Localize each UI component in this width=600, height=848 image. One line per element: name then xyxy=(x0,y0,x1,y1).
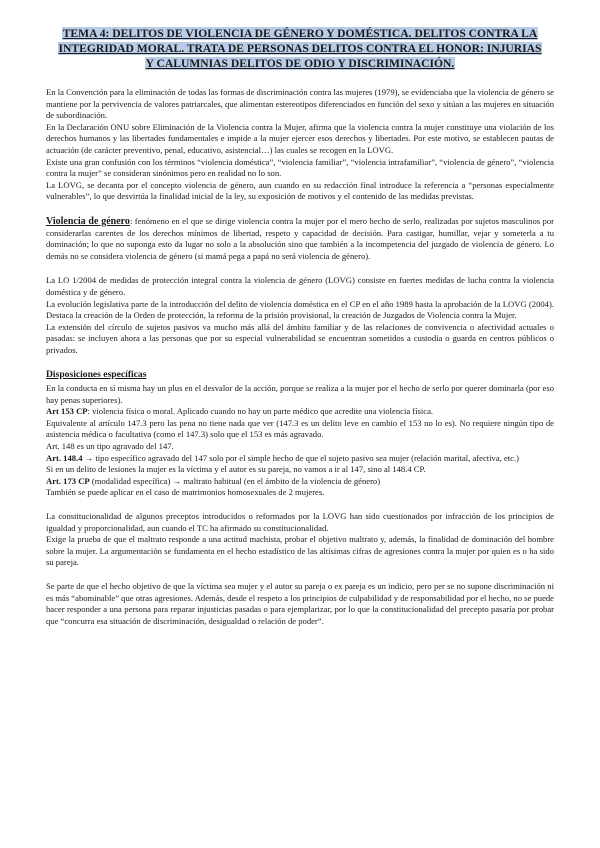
paragraph-prueba-maltrato: Exige la prueba de que el maltrato responde a una actitud machista, probar el objetivo maltrato y, además, la finalidad de dominación del hombre sobre la mujer. La argumentación se fundamenta en el hecho estadístico de las altísimas cifras de agresiones contra la mujer por quien es o ha sido su pareja. xyxy=(46,534,554,568)
text-art-173: (modalidad específica) → maltrato habitual (en el ámbito de la violencia de género) xyxy=(89,475,381,486)
paragraph-desvalor-accion: En la conducta en sí misma hay un plus en el desvalor de la acción, porque se realiza a la mujer por el hecho de serlo por querer dominarla (por eso hay penas superiores). xyxy=(46,383,554,405)
heading-disposiciones: Disposiciones específicas xyxy=(46,369,147,381)
constitucionalidad-section xyxy=(46,511,554,569)
label-art-148-4: Art. 148.4 xyxy=(46,452,83,463)
label-art-173: Art. 173 CP xyxy=(46,475,90,486)
paragraph-art-148: Art. 148 es un tipo agravado del 147. xyxy=(46,441,174,452)
label-art-153: Art 153 CP xyxy=(46,406,88,417)
paragraph-lesiones: Si en un delito de lesiones la mujer es la víctima y el autor es su pareja, no vamos a ir al 147, sino al 148.4 CP. xyxy=(46,464,426,475)
paragraph-art-148-4 xyxy=(46,453,554,465)
paragraph-convencion: En la Convención para la eliminación de todas las formas de discriminación contra las mujeres (1979), se evidenciaba que la violencia de género se mantiene por la pervivencia de valores patriarcales, que alimentan estereotipos diferenciados en función del sexo y sitúan a las mujeres en situación de subordinación. xyxy=(46,87,554,121)
lo-section xyxy=(46,275,554,356)
paragraph-art-153 xyxy=(46,406,554,418)
paragraph-evolucion-legislativa: La evolución legislativa parte de la introducción del delito de violencia doméstica en el CP en el año 1989 hasta la aprobación de la LOVG (2004). Destaca la creación de la Orden de protección, la reforma de la prisión provisional, la creación de Juzgados de Violencia contra la Mujer. xyxy=(46,298,554,321)
intro-section xyxy=(46,87,554,203)
disposiciones-section xyxy=(46,369,554,499)
text-art-153: : violencia física o moral. Aplicado cuando no hay un parte médico que acredite una violencia física. xyxy=(87,406,434,417)
paragraph-constitucionalidad: La constitucionalidad de algunos preceptos introducidos o reformados por la LOVG han sido cuestionados por infracción de los principios de igualdad y proporcionalidad, aun cuando el TC ha afirmado su constitucionalidad. xyxy=(46,511,554,533)
paragraph-declaracion-onu: En la Declaración ONU sobre Eliminación de la Violencia contra la Mujer, afirma que la violencia contra la mujer constituye una violación de los derechos humanos y las libertades fundamentales e impide a la mujer ejercer esos derechos y libertades. Por este motivo, se establecen pautas de actuación (de carácter preventivo, penal, educativo, asistencial…) las cuales se recogen en la LOVG. xyxy=(46,121,554,155)
paragraph-equivalente: Equivalente al artículo 147.3 pero las pena no tiene nada que ver (147.3 es un delito leve en cambio el 153 no lo es). No requiere ningún tipo de asistencia médica o facultativa (como el 147.3) solo que el 153 es más agravado. xyxy=(46,417,554,440)
text-art-148-4: → tipo específico agravado del 147 solo por el simple hecho de que el sujeto pasivo sea mujer (relación marital, afectiva, etc.) xyxy=(82,452,519,463)
paragraph-homosexuales: También se puede aplicar en el caso de matrimonios homosexuales de 2 mujeres. xyxy=(46,487,325,498)
paragraph-lo-2004: La LO 1/2004 de medidas de protección integral contra la violencia de género (LOVG) consiste en fuertes medidas de lucha contra la violencia doméstica y de género. xyxy=(46,275,554,297)
definition-text: : fenómeno en el que se dirige violencia contra la mujer por el mero hecho de serlo, realizadas por sujetos masculinos por considerarlas carentes de los derechos mínimos de libertad, respeto y capacidad de decisión. Para castigar, humillar, vejar y someterla a tu dominación; lo que no suponga esto da lugar no solo a la absolución sino que también a la incompetencia del juzgado de violencia de género. Lo demás no se considera violencia de género (si mamá pega a papá no será violencia de género). xyxy=(46,215,554,261)
paragraph-lovg-concepto: La LOVG, se decanta por el concepto violencia de género, aun cuando en su redacción final introduce la referencia a “personas especialmente vulnerables”, lo que desvirtúa la finalidad inicial de la ley, su exposición de motivos y el contenido de las medidas previstas. xyxy=(46,179,554,202)
definition-violencia-genero xyxy=(46,216,554,262)
paragraph-indicio: Se parte de que el hecho objetivo de que la víctima sea mujer y el autor su pareja o ex pareja es un indicio, pero per se no supone discriminación ni es más “abominable” que otras agresiones. Además, desde el respeto a los principios de culpabilidad y de responsabilidad por el hecho, no se puede hacer responder a una persona para reparar injusticias pasadas o para ejemplarizar, por lo que la constitucionalidad del precepto pasaría por probar que “concurra esa situación de discriminación, desigualdad o relación de poder”. xyxy=(46,580,554,626)
paragraph-art-173 xyxy=(46,476,554,488)
heading-violencia-genero: Violencia de género xyxy=(46,215,130,227)
document-title xyxy=(54,26,546,71)
paragraph-confusion-terminos: Existe una gran confusión con los términos “violencia doméstica”, “violencia familiar”, “violencia intrafamiliar”, “violencia de género”, “violencia contra la mujer” se consideran sinónimos pero en realidad no lo son. xyxy=(46,156,554,179)
document-title-text: TEMA 4: DELITOS DE VIOLENCIA DE GÉNERO Y DOMÉSTICA. DELITOS CONTRA LA INTEGRIDAD MORAL. TRATA DE PERSONAS DELITOS CONTRA EL HONOR: INJURIAS Y CALUMNIAS DELITOS DE ODIO Y DISCRIMINACIÓN. xyxy=(58,27,542,70)
paragraph-sujetos-pasivos: La extensión del círculo de sujetos pasivos va mucho más allá del ámbito familiar y de las relaciones de convivencia o afectividad actuales o pasadas: se incluyen ahora a las personas que por su especial vulnerabilidad se encuentran sometidos a custodia o guarda en centros públicos o privados. xyxy=(46,321,554,355)
